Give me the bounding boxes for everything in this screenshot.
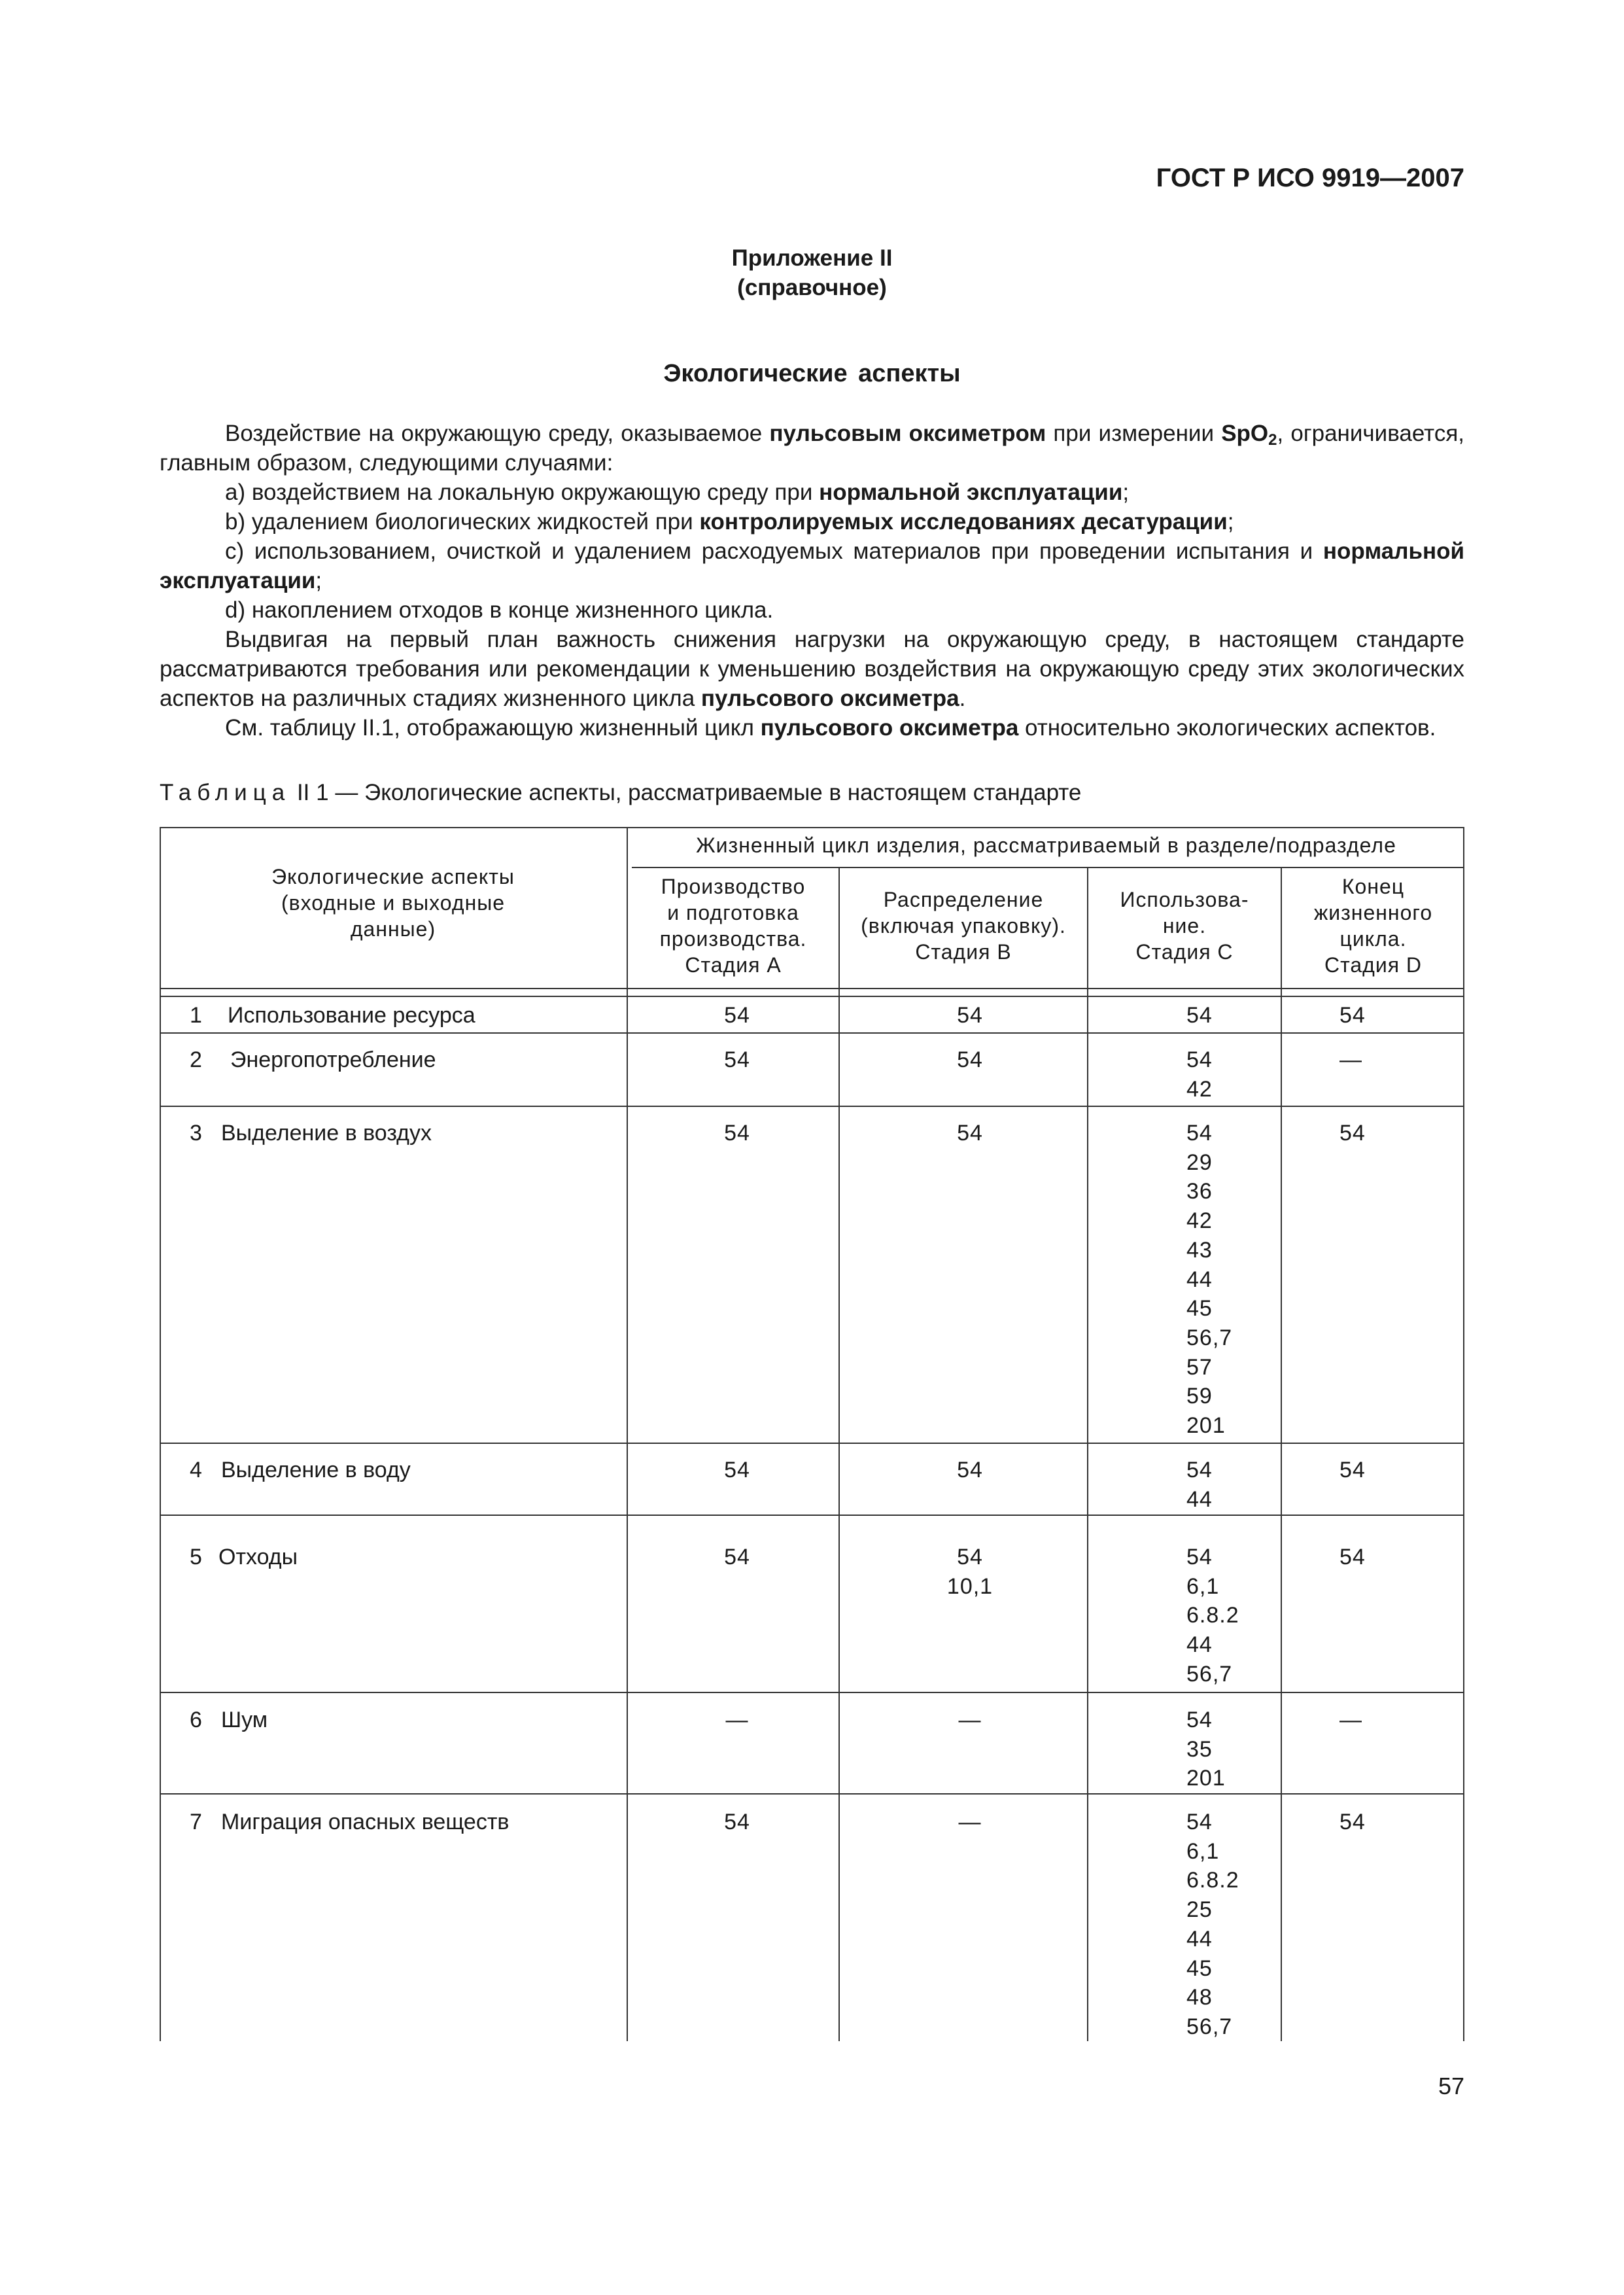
document-code: ГОСТ Р ИСО 9919—2007 (1156, 164, 1464, 192)
row-number: 7 (190, 1810, 202, 1834)
annex-subtitle: (справочное) (737, 275, 887, 300)
cell-stage-a: 54 (724, 1003, 750, 1028)
cell-stage-a: — (725, 1708, 749, 1732)
cell-stage-c: 54 44 (1186, 1458, 1213, 1512)
cell-stage-d: 54 (1339, 1458, 1366, 1482)
row-number: 3 (190, 1121, 202, 1146)
section-title: Экологические аспекты (663, 360, 961, 387)
cell-stage-b: 54 (957, 1121, 983, 1146)
cell-stage-d: — (1339, 1708, 1362, 1732)
table-caption: Таблица II 1 — Экологические аспекты, рассматриваемые в настоящем стандарте (160, 780, 1082, 805)
cell-stage-a: 54 (724, 1458, 750, 1482)
body-text (160, 419, 1464, 743)
paragraph-standard: Выдвигая на первый план важность снижения нагрузки на окружающую среду, в настоящем стандарте рассматриваются требования или рекомендации к уменьшению воздействия на окружающую среду этих экологических аспектов на различных стадиях жизненного цикла пульсового оксиметра. (160, 627, 1464, 711)
cell-stage-d: 54 (1339, 1003, 1366, 1028)
list-item-b: b) удалением биологических жидкостей при контролируемых исследованиях десатурации; (225, 509, 1234, 534)
row-number: 5 (190, 1545, 202, 1569)
cell-stage-a: 54 (724, 1047, 750, 1072)
table-rule (160, 1032, 1464, 1034)
header-stage-d: Конец жизненного цикла. Стадия D (1313, 875, 1433, 977)
cell-stage-c: 54 42 (1186, 1047, 1213, 1102)
cell-stage-d: 54 (1339, 1810, 1366, 1834)
cell-stage-b: 54 (957, 1047, 983, 1072)
paragraph-intro: Воздействие на окружающую среду, оказываемое пульсовым оксиметром при измерении SpO$_2$, ограничивается, главным образом, следующими случаями: (160, 421, 1464, 476)
row-aspect-name: Миграция опасных веществ (221, 1810, 510, 1834)
table-rule (160, 1515, 1464, 1516)
list-item-a: а) воздействием на локальную окружающую среду при нормальной эксплуатации; (225, 480, 1130, 505)
header-lifecycle: Жизненный цикл изделия, рассматриваемый в разделе/подразделе (696, 833, 1396, 857)
cell-stage-b: — (958, 1810, 982, 1834)
cell-stage-c: 54 35 201 (1186, 1708, 1226, 1791)
table-column-rule (1281, 867, 1282, 2041)
table-rule (160, 827, 1464, 828)
table-rule (160, 988, 1464, 989)
page-number: 57 (1438, 2073, 1464, 2099)
cell-stage-c: 54 6,1 6.8.2 25 44 45 48 56,7 (1186, 1810, 1239, 2039)
table-rule (160, 996, 1464, 997)
row-aspect-name: Выделение в воздух (221, 1121, 432, 1146)
cell-stage-d: 54 (1339, 1545, 1366, 1569)
table-rule (160, 1443, 1464, 1444)
cell-stage-a: 54 (724, 1810, 750, 1834)
row-number: 2 (190, 1047, 202, 1072)
row-aspect-name: Использование ресурса (228, 1003, 475, 1028)
cell-stage-d: — (1339, 1047, 1362, 1072)
header-aspects: Экологические аспекты (входные и выходные данные) (271, 865, 515, 941)
row-aspect-name: Энергопотребление (230, 1047, 436, 1072)
list-item-c: с) использованием, очисткой и удалением расходуемых материалов при проведении испытания и нормальной эксплуатации; (160, 538, 1464, 593)
annex-heading (0, 243, 1624, 302)
cell-stage-b: — (958, 1708, 982, 1732)
row-aspect-name: Шум (221, 1708, 268, 1732)
cell-stage-a: 54 (724, 1121, 750, 1146)
cell-stage-c: 54 6,1 6.8.2 44 56,7 (1186, 1545, 1239, 1687)
table-column-rule (1087, 867, 1088, 2041)
table-rule (160, 1793, 1464, 1795)
row-aspect-name: Выделение в воду (221, 1458, 411, 1482)
paragraph-see-table: См. таблицу II.1, отображающую жизненный цикл пульсового оксиметра относительно экологических аспектов. (225, 715, 1436, 741)
table-rule (160, 1692, 1464, 1693)
cell-stage-b: 54 10,1 (946, 1545, 993, 1599)
table-column-rule (627, 827, 628, 2041)
annex-title: Приложение II (731, 245, 893, 271)
row-number: 4 (190, 1458, 202, 1482)
cell-stage-a: 54 (724, 1545, 750, 1569)
row-number: 6 (190, 1708, 202, 1732)
row-number: 1 (190, 1003, 202, 1028)
cell-stage-d: 54 (1339, 1121, 1366, 1146)
header-stage-a: Производство и подготовка производства. Стадия А (659, 875, 807, 977)
cell-stage-b: 54 (957, 1458, 983, 1482)
header-stage-c: Использова- ние. Стадия С (1120, 888, 1249, 964)
cell-stage-c: 54 29 36 42 43 44 45 56,7 57 59 201 (1186, 1121, 1233, 1439)
table-column-rule (838, 867, 840, 2041)
cell-stage-b: 54 (957, 1003, 983, 1028)
row-aspect-name: Отходы (218, 1545, 298, 1569)
cell-stage-c: 54 (1186, 1003, 1213, 1028)
table-rule (160, 1106, 1464, 1107)
table-rule (632, 867, 1464, 868)
header-stage-b: Распределение (включая упаковку). Стадия В (861, 888, 1066, 964)
list-item-d: d) накоплением отходов в конце жизненного цикла. (225, 597, 774, 623)
